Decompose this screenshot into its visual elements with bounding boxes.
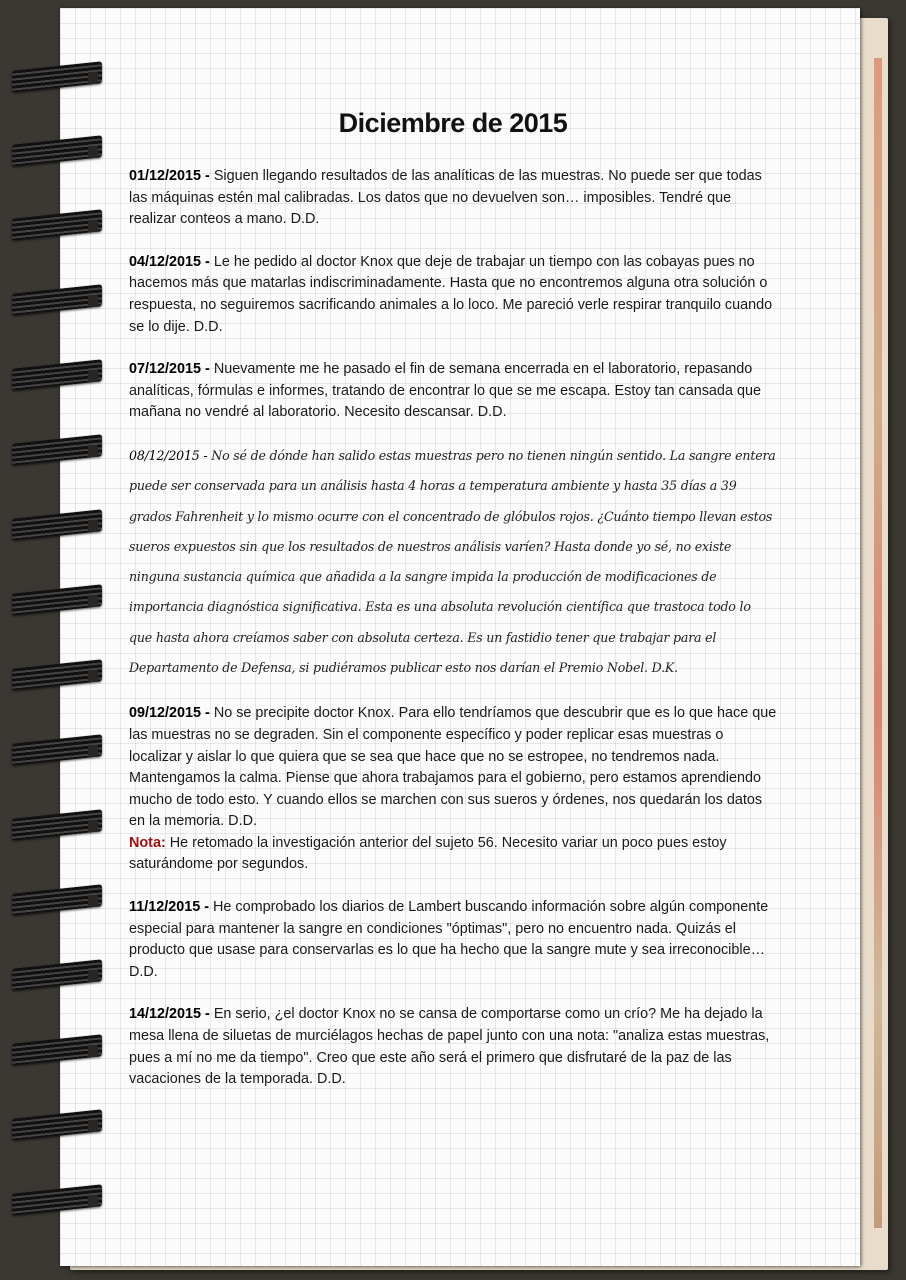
diary-entry (129, 703, 777, 876)
diary-entry-handwritten (129, 441, 777, 683)
diary-entry (129, 897, 777, 983)
note-text: He retomado la investigación anterior del sujeto 56. Necesito variar un poco pues estoy saturándome por segundos. (129, 834, 727, 873)
entry-date: 08/12/2015 - (129, 447, 208, 463)
entry-date: 04/12/2015 - (129, 253, 210, 270)
spiral-ring (12, 960, 106, 990)
spiral-ring (12, 660, 106, 690)
diary-entry (129, 166, 777, 231)
spiral-ring (12, 810, 106, 840)
entry-date: 14/12/2015 - (129, 1006, 210, 1023)
entry-text: No se precipite doctor Knox. Para ello tendríamos que descubrir que es lo que hace que las muestras no se degraden. Sin el componente específico y poder replicar esas muestras o localizar y aislar lo que quiera que se sea que hace que no se estropee, no tendremos nada. Mantengamos la calma. Piense que ahora trabajamos para el gobierno, pero estamos aprendiendo mucho de todo esto. Y cuando ellos se marchen con sus sueros y órdenes, nos quedarán los datos en la memoria. D.D. (129, 705, 777, 830)
spiral-ring (12, 735, 106, 765)
spiral-ring (12, 210, 106, 240)
entry-text: No sé de dónde han salido estas muestras pero no tienen ningún sentido. La sangre entera puede ser conservada para un análisis hasta 4 horas a temperatura ambiente y hasta 35 días a 39 grados Fahrenheit y lo mismo ocurre con el concentrado de glóbulos rojos. ¿Cuánto tiempo llevan estos sueros expuestos sin que los resultados de nuestros análisis varíen? Hasta donde yo sé, no existe ninguna sustancia química que añadida a la sangre impida la producción de modificaciones de importancia diagnóstica significativa. Esta es una absoluta revolución científica que trastoca todo lo que hasta ahora creíamos saber con absoluta certeza. Es un fastidio tener que trabajar para el Departamento de Defensa, si pudiéramos publicar esto nos darían el Premio Nobel. D.K. (129, 447, 776, 676)
diary-entry (129, 359, 777, 424)
entry-date: 09/12/2015 - (129, 705, 210, 722)
spiral-ring (12, 285, 106, 315)
entry-text: Nuevamente me he pasado el fin de semana encerrada en el laboratorio, repasando analíticas, fórmulas e informes, tratando de encontrar lo que se me escapa. Estoy tan cansada que mañana no vendré al laboratorio. Necesito descansar. D.D. (129, 361, 761, 421)
spiral-ring (12, 62, 106, 92)
spiral-ring (12, 435, 106, 465)
spiral-ring (12, 360, 106, 390)
entry-text: Siguen llegando resultados de las analíticas de las muestras. No puede ser que todas las máquinas estén mal calibradas. Los datos que no devuelven son… imposibles. Tendré que realizar conteos a mano. D.D. (129, 168, 762, 228)
note-label: Nota: (129, 834, 166, 851)
spiral-ring (12, 510, 106, 540)
entry-text: En serio, ¿el doctor Knox no se cansa de comportarse como un crío? Me ha dejado la mesa llena de siluetas de murciélagos hechas de papel junto con una nota: "analiza estas muestras, pues a mí no me da tiempo". Creo que este año será el primero que disfrutaré de la paz de las vacaciones de la temporada. D.D. (129, 1006, 770, 1088)
spiral-ring (12, 1110, 106, 1140)
entry-text: He comprobado los diarios de Lambert buscando información sobre algún componente especial para mantener la sangre en condiciones "óptimas", pero no encuentro nada. Quizás el producto que usase para conservarlas es lo que ha hecho que la sangre mute y sea irreconocible… D.D. (129, 899, 769, 980)
spiral-ring (12, 885, 106, 915)
spiral-ring (12, 136, 106, 166)
entry-date: 01/12/2015 - (129, 168, 210, 184)
diary-entries (129, 166, 777, 1112)
spiral-ring (12, 585, 106, 615)
page-title: Diciembre de 2015 (338, 108, 568, 138)
entry-date: 11/12/2015 - (129, 899, 210, 916)
spiral-ring (12, 1035, 106, 1065)
entry-date: 07/12/2015 - (129, 361, 210, 378)
diary-entry (129, 1004, 777, 1090)
spiral-ring (12, 1185, 106, 1215)
entry-text: Le he pedido al doctor Knox que deje de trabajar un tiempo con las cobayas pues no hacemos más que matarlas indiscriminadamente. Hasta que no encontremos alguna otra solución o respuesta, no seguiremos sacrificando animales a lo loco. Me pareció verle respirar tranquilo cuando se lo dije. D.D. (129, 253, 773, 335)
diary-entry (129, 252, 777, 338)
